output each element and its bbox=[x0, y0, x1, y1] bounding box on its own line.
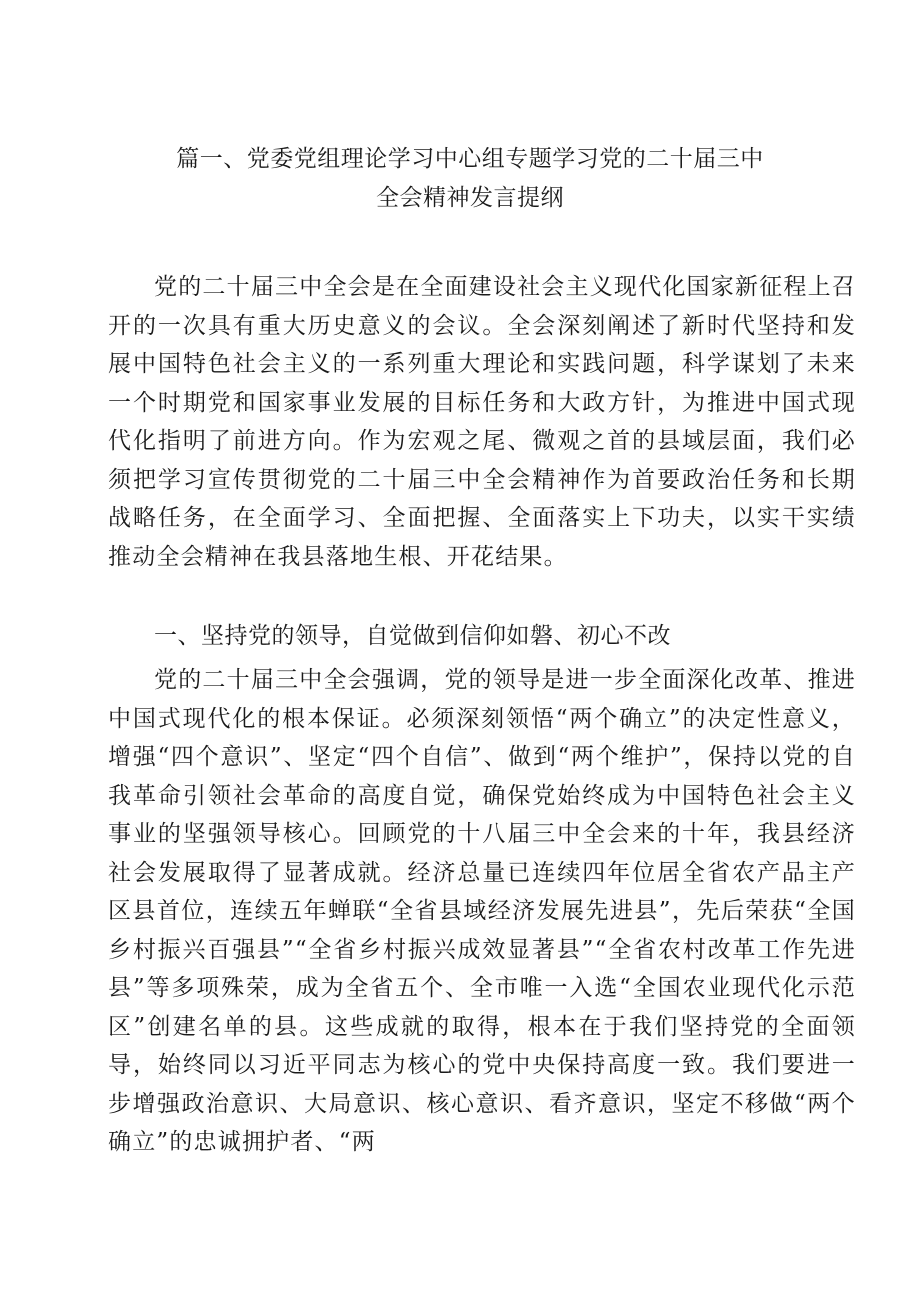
intro-paragraph: 党的二十届三中全会是在全面建设社会主义现代化国家新征程上召开的一次具有重大历史意义的会议。全会深刻阐述了新时代坚持和发展中国特色社会主义的一系列重大理论和实践问题，科学谋划了未来一个时期党和国家事业发展的目标任务和大政方针，为推进中国式现代化指明了前进方向。作为宏观之尾、微观之首的县域层面，我们必须把学习宣传贯彻党的二十届三中全会精神作为首要政治任务和长期战略任务，在全面学习、全面把握、全面落实上下功夫，以实干实绩推动全会精神在我县落地生根、开花结果。 bbox=[108, 274, 856, 570]
section-heading-1: 一、坚持党的领导，自觉做到信仰如磐、初心不改 bbox=[154, 623, 671, 649]
section-1-paragraph: 党的二十届三中全会强调，党的领导是进一步全面深化改革、推进中国式现代化的根本保证。必须深刻领悟“两个确立”的决定性意义，增强“四个意识”、坚定“四个自信”、做到“两个维护”，保持以党的自我革命引领社会革命的高度自觉，确保党始终成为中国特色社会主义事业的坚强领导核心。回顾党的十八届三中全会来的十年，我县经济社会发展取得了显著成就。经济总量已连续四年位居全省农产品主产区县首位，连续五年蝉联“全省县域经济发展先进县”，先后荣获“全国乡村振兴百强县”“全省乡村振兴成效显著县”“全省农村改革工作先进县”等多项殊荣，成为全省五个、全市唯一入选“全国农业现代化示范区”创建名单的县。这些成就的取得，根本在于我们坚持党的全面领导，始终同以习近平同志为核心的党中央保持高度一致。我们要进一步增强政治意识、大局意识、核心意识、看齐意识，坚定不移做“两个确立”的忠诚拥护者、“两 bbox=[108, 667, 856, 1155]
document-title-line-2: 全会精神发言提纲 bbox=[376, 185, 564, 211]
document-title-line-1: 篇一、党委党组理论学习中心组专题学习党的二十届三中 bbox=[176, 146, 764, 172]
